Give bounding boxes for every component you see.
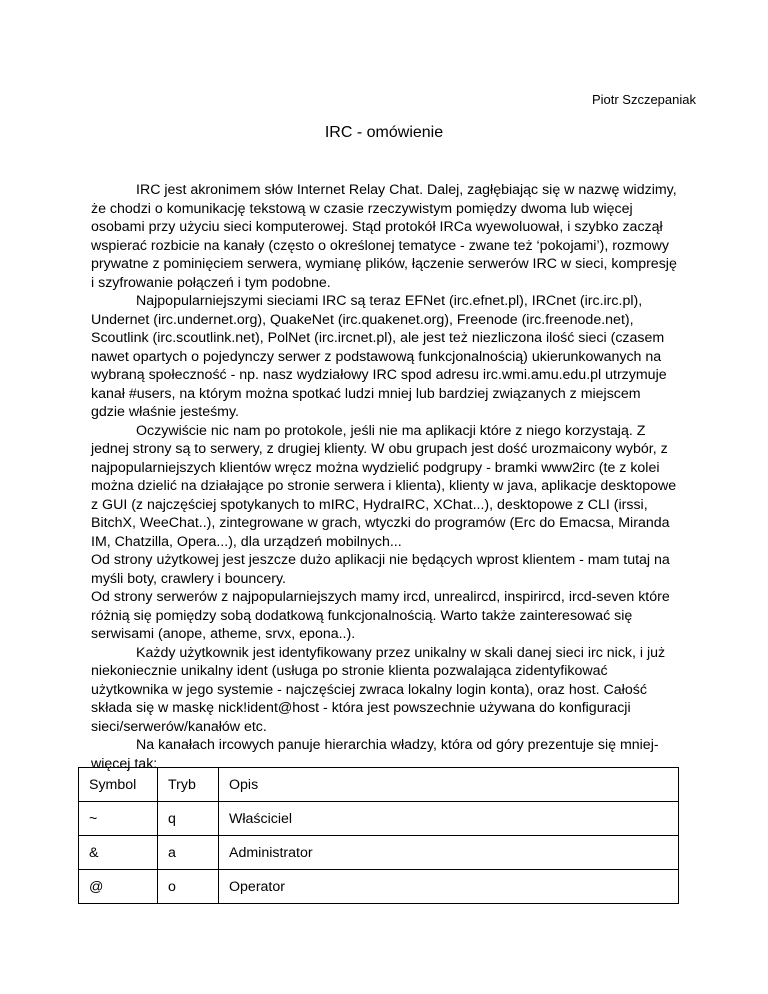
table-cell-symbol: ~ (79, 802, 158, 836)
hierarchy-table (78, 767, 679, 904)
table-header-row (79, 768, 679, 802)
table-header-cell: Tryb (158, 768, 219, 802)
table-row (79, 870, 679, 904)
document-body (91, 181, 677, 773)
table-cell-mode: q (158, 802, 219, 836)
table-cell-mode: o (158, 870, 219, 904)
paragraph-clients: Oczywiście nic nam po protokole, jeśli nie ma aplikacji które z niego korzystają. Z jednej strony są to serwery, z drugiej klienty. W obu grupach jest dość urozmaicony wybór, z najpopularniejszych klientów wręcz można wydzielić podgrupy - bramki www2irc (te z kolei można dzielić na działające po stronie serwera i klienta), klienty w java, aplikacje desktopowe z GUI (z najczęściej spotykanych to mIRC, HydraIRC, XChat...), desktopowe z CLI (irssi, BitchX, WeeChat..), zintegrowane w grach, wtyczki do programów (Erc do Emacsa, Miranda IM, Chatzilla, Opera...), dla urządzeń mobilnych... (91, 422, 677, 550)
table-cell-description: Operator (219, 870, 679, 904)
paragraph-identity: Każdy użytkownik jest identyfikowany przez unikalny w skali danej sieci irc nick, i już niekoniecznie unikalny ident (usługa po stronie klienta pozwalająca zidentyfikować użytkownika w jego systemie - najczęściej zwraca lokalny login konta), oraz host. Całość składa się w maskę nick!ident@host - która jest powszechnie używana do konfiguracji sieci/serwerów/kanałów etc. (91, 644, 666, 735)
table-header-cell: Opis (219, 768, 679, 802)
paragraph-servers: Od strony serwerów z najpopularniejszych mamy ircd, unrealircd, inspirircd, ircd-seven które różnią się pomiędzy sobą dodatkową funkcjonalnością. Warto także zainteresować się serwisami (anope, atheme, srvx, epona..). (91, 589, 670, 642)
hierarchy-table-container (78, 767, 679, 904)
table-cell-symbol: & (79, 836, 158, 870)
table-cell-description: Właściciel (219, 802, 679, 836)
paragraph-utilities: Od strony użytkowej jest jeszcze dużo aplikacji nie będących wprost klientem - mam tutaj na myśli boty, crawlery i bouncery. (91, 552, 670, 587)
author-name: Piotr Szczepaniak (591, 92, 696, 107)
paragraph-networks: Najpopularniejszymi sieciami IRC są teraz EFNet (irc.efnet.pl), IRCnet (irc.irc.pl), Undernet (irc.undernet.org), QuakeNet (irc.quakenet.org), Freenode (irc.freenode.net), Scoutlink (irc.scoutlink.net), PolNet (irc.ircnet.pl), ale jest też niezliczona ilość sieci (czasem nawet opartych o pojedynczy serwer z podstawową funkcjonalnością) ukierunkowanych na wybraną społeczność - np. nasz wydziałowy IRC spod adresu irc.wmi.amu.edu.pl utrzymuje kanał #users, na którym można spotkać ludzi mniej lub bardziej związanych z miejscem gdzie właśnie jesteśmy. (91, 293, 667, 420)
table-row (79, 802, 679, 836)
table-row (79, 836, 679, 870)
table-cell-mode: a (158, 836, 219, 870)
table-header-cell: Symbol (79, 768, 158, 802)
paragraph-hierarchy: Na kanałach ircowych panuje hierarchia władzy, która od góry prezentuje się mniej-więcej tak: (91, 737, 659, 772)
paragraph-intro: IRC jest akronimem słów Internet Relay Chat. Dalej, zagłębiając się w nazwę widzimy, że chodzi o komunikację tekstową w czasie rzeczywistym pomiędzy dwoma lub więcej osobami przy użyciu sieci komputerowej. Stąd protokół IRCa wyewoluował, i szybko zaczął wspierać rozbicie na kanały (często o określonej tematyce - zwane też ‘pokojami’), rozmowy prywatne z pominięciem serwera, wymianę plików, łączenie serwerów IRC w sieci, kompresję i szyfrowanie połączeń i tym podobne. (91, 182, 677, 291)
table-cell-symbol: @ (79, 870, 158, 904)
page-title: IRC - omówienie (324, 124, 444, 141)
table-cell-description: Administrator (219, 836, 679, 870)
